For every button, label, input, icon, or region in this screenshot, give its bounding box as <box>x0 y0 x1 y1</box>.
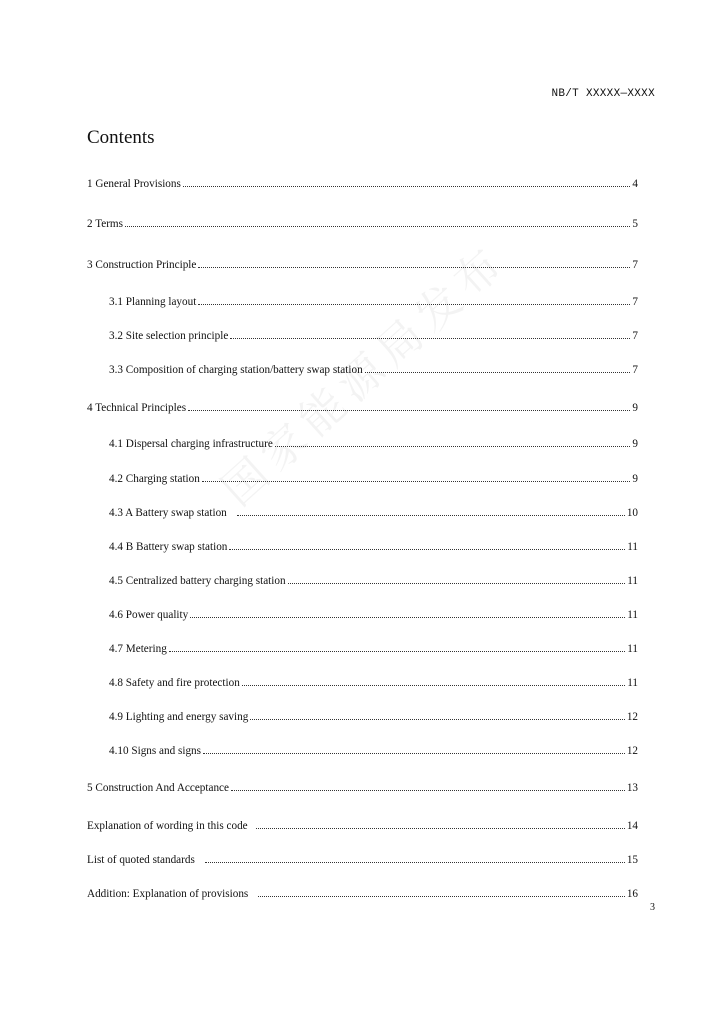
toc-entry-label: 4.5 Centralized battery charging station <box>109 575 286 587</box>
toc-entry-page: 7 <box>632 296 638 308</box>
page-number: 3 <box>650 902 655 913</box>
toc-entry-label: Addition: Explanation of provisions <box>87 888 249 900</box>
dot-leader <box>256 820 625 829</box>
toc-entry-page: 12 <box>626 745 638 757</box>
toc-entry-label: 4.4 B Battery swap station <box>109 541 228 553</box>
toc-entry[interactable] <box>87 401 638 415</box>
toc-entry[interactable] <box>109 295 638 309</box>
dot-leader <box>169 643 625 652</box>
dot-leader <box>275 438 631 447</box>
dot-leader <box>258 888 625 897</box>
toc-entry-label: 4 Technical Principles <box>87 402 187 414</box>
toc-entry-label: 4.6 Power quality <box>109 609 189 621</box>
toc-entry-label: 2 Terms <box>87 218 123 230</box>
dot-leader <box>183 178 631 187</box>
toc-entry-label: 4.8 Safety and fire protection <box>109 677 240 689</box>
dot-leader <box>203 745 625 754</box>
toc-entry-label: List of quoted standards <box>87 854 195 866</box>
dot-leader <box>288 575 626 584</box>
toc-entry-page: 9 <box>632 438 638 450</box>
toc-entry-page: 11 <box>627 643 638 655</box>
toc-entry[interactable] <box>109 329 638 343</box>
toc-entry-page: 9 <box>632 402 638 414</box>
toc-entry-page: 11 <box>627 575 638 587</box>
dot-leader <box>231 782 625 791</box>
dot-leader <box>125 218 630 227</box>
toc-entry[interactable] <box>109 506 638 520</box>
dot-leader <box>365 364 631 373</box>
toc-entry[interactable] <box>109 676 638 690</box>
dot-leader <box>202 473 631 482</box>
toc-entry-label: 4.3 A Battery swap station <box>109 507 227 519</box>
toc-entry-page: 7 <box>632 330 638 342</box>
dot-leader <box>198 259 630 268</box>
toc-entry-label: 4.9 Lighting and energy saving <box>109 711 249 723</box>
toc-entry-label: Explanation of wording in this code <box>87 820 248 832</box>
toc-entry[interactable] <box>109 608 638 622</box>
page-title: Contents <box>87 127 155 148</box>
toc-entry-label: 4.1 Dispersal charging infrastructure <box>109 438 273 450</box>
toc-entry[interactable] <box>109 744 638 758</box>
toc-entry[interactable] <box>87 853 638 867</box>
dot-leader <box>237 507 625 516</box>
toc-entry-page: 15 <box>626 854 638 866</box>
document-code: NB/T XXXXX—XXXX <box>551 88 655 100</box>
dot-leader <box>190 609 625 618</box>
toc-entry-label: 3.2 Site selection principle <box>109 330 229 342</box>
toc-entry-label: 4.7 Metering <box>109 643 167 655</box>
toc-entry[interactable] <box>87 258 638 272</box>
toc-entry-label: 3 Construction Principle <box>87 259 197 271</box>
toc-entry-page: 7 <box>632 364 638 376</box>
toc-entry[interactable] <box>87 781 638 795</box>
toc-entry-page: 11 <box>627 541 638 553</box>
toc-entry-label: 1 General Provisions <box>87 178 181 190</box>
toc-entry[interactable] <box>87 887 638 901</box>
toc-entry-page: 11 <box>627 609 638 621</box>
toc-entry-page: 11 <box>627 677 638 689</box>
toc-entry-page: 4 <box>632 178 638 190</box>
toc-entry[interactable] <box>109 437 638 451</box>
toc-entry-label: 4.2 Charging station <box>109 473 200 485</box>
dot-leader <box>205 854 625 863</box>
toc-entry[interactable] <box>109 710 638 724</box>
toc-entry[interactable] <box>87 177 638 191</box>
toc-entry[interactable] <box>109 642 638 656</box>
dot-leader <box>242 677 625 686</box>
toc-entry-page: 14 <box>626 820 638 832</box>
toc-entry-label: 3.1 Planning layout <box>109 296 197 308</box>
toc-entry-page: 16 <box>626 888 638 900</box>
dot-leader <box>230 330 630 339</box>
toc-entry-page: 12 <box>626 711 638 723</box>
toc-entry[interactable] <box>109 574 638 588</box>
toc-entry-page: 10 <box>626 507 638 519</box>
toc-entry-label: 5 Construction And Acceptance <box>87 782 229 794</box>
toc-entry[interactable] <box>109 540 638 554</box>
toc-entry-page: 5 <box>632 218 638 230</box>
toc-entry-page: 9 <box>632 473 638 485</box>
toc-entry-page: 13 <box>626 782 638 794</box>
dot-leader <box>188 402 630 411</box>
toc-entry-label: 4.10 Signs and signs <box>109 745 201 757</box>
toc-entry[interactable] <box>109 472 638 486</box>
dot-leader <box>229 541 625 550</box>
toc-entry[interactable] <box>87 819 638 833</box>
toc-entry-label: 3.3 Composition of charging station/battery swap station <box>109 364 363 376</box>
toc-entry[interactable] <box>109 363 638 377</box>
dot-leader <box>198 296 630 305</box>
toc-entry-page: 7 <box>632 259 638 271</box>
dot-leader <box>250 711 625 720</box>
toc-entry[interactable] <box>87 217 638 231</box>
